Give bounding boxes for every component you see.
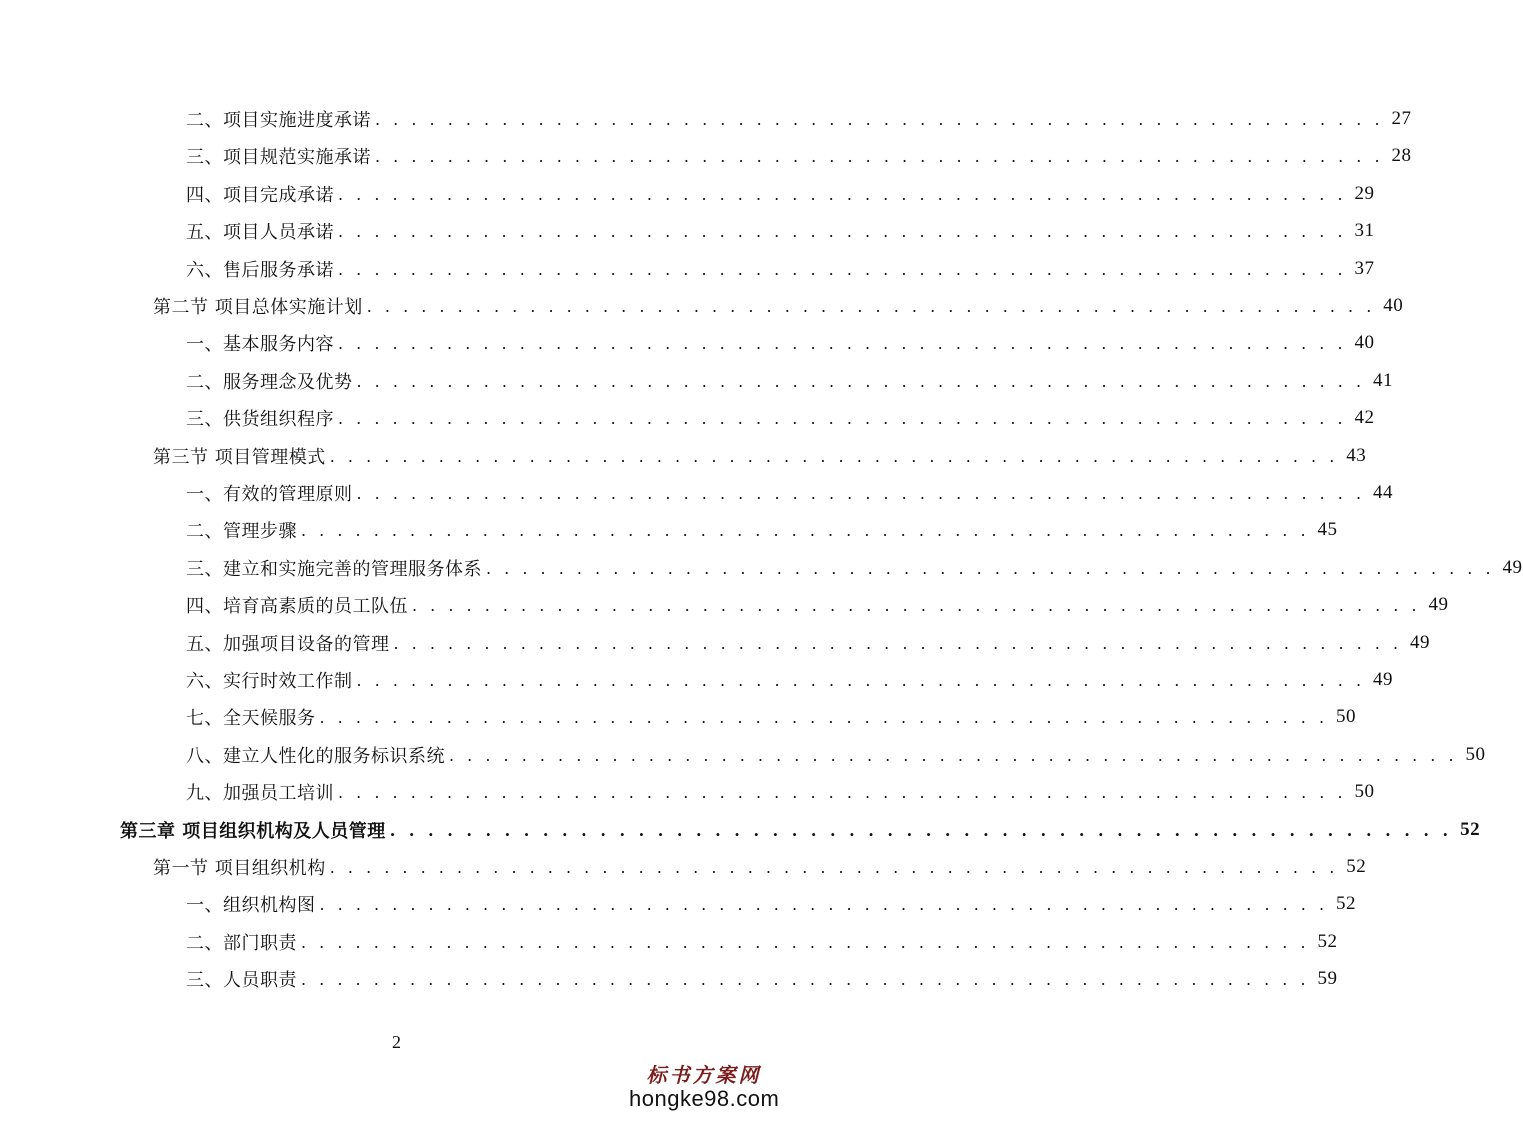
toc-entry-page: 52 [1346, 856, 1367, 877]
toc-entry[interactable] [186, 961, 1338, 997]
toc-entry-page: 49 [1502, 557, 1523, 578]
toc-dot-leader: . . . . . . . . . . . . . . . . . . . . . . . . . . . . . . . . . . . . . . . . . . . . . . . . . . . . . . . . [329, 446, 1339, 466]
toc-entry-title: 二、管理步骤 [186, 521, 297, 542]
toc-entry-title: 八、建立人性化的服务标识系统 [186, 746, 445, 767]
toc-entry-title: 二、项目实施进度承诺 [186, 110, 371, 131]
toc-entry-page: 40 [1383, 295, 1404, 316]
toc-dot-leader: . . . . . . . . . . . . . . . . . . . . . . . . . . . . . . . . . . . . . . . . . . . . . . . . . . . . . . . . [356, 371, 1366, 391]
toc-entry-title: 六、实行时效工作制 [186, 671, 353, 692]
toc-dot-leader: . . . . . . . . . . . . . . . . . . . . . . . . . . . . . . . . . . . . . . . . . . . . . . . . . . . . . . . . [338, 333, 1347, 353]
toc-entry[interactable] [186, 512, 1338, 548]
toc-entry-title: 九、加强员工培训 [186, 783, 334, 804]
toc-entry-title: 三、人员职责 [186, 970, 297, 991]
toc-entry-page: 31 [1354, 220, 1375, 241]
toc-entry-page: 45 [1317, 519, 1338, 540]
toc-entry-page: 50 [1336, 706, 1357, 727]
toc-entry[interactable] [186, 737, 1486, 773]
toc-entry-title: 七、全天候服务 [186, 708, 316, 729]
toc-dot-leader: . . . . . . . . . . . . . . . . . . . . . . . . . . . . . . . . . . . . . . . . . . . . . . . . . . . . . . . . [412, 595, 1421, 615]
toc-entry-title: 第一节 项目组织机构 [153, 858, 326, 879]
watermark-url: hongke98.com [629, 1086, 780, 1111]
toc-entry[interactable] [153, 438, 1367, 474]
toc-entry-title: 三、项目规范实施承诺 [186, 147, 371, 168]
watermark-text: 标书方案网 [646, 1063, 762, 1087]
toc-dot-leader: . . . . . . . . . . . . . . . . . . . . . . . . . . . . . . . . . . . . . . . . . . . . . . . . . . . . . . . . [301, 932, 1310, 952]
toc-entry-page: 37 [1354, 258, 1375, 279]
toc-entry-title: 四、项目完成承诺 [186, 185, 334, 206]
toc-entry-title: 三、建立和实施完善的管理服务体系 [186, 559, 482, 580]
toc-entry[interactable] [186, 101, 1412, 137]
toc-entry-page: 59 [1317, 968, 1338, 989]
toc-dot-leader: . . . . . . . . . . . . . . . . . . . . . . . . . . . . . . . . . . . . . . . . . . . . . . . . . . . . . . . . [319, 707, 1329, 727]
toc-dot-leader: . . . . . . . . . . . . . . . . . . . . . . . . . . . . . . . . . . . . . . . . . . . . . . . . . . . . . . . . [375, 146, 1384, 166]
toc-entry-page: 52 [1460, 819, 1481, 840]
toc-entry-page: 28 [1391, 145, 1412, 166]
toc-entry[interactable] [186, 213, 1375, 249]
watermark-logo [629, 1059, 779, 1112]
toc-entry-title: 一、基本服务内容 [186, 334, 334, 355]
toc-dot-leader: . . . . . . . . . . . . . . . . . . . . . . . . . . . . . . . . . . . . . . . . . . . . . . . . . . . . . . . . [338, 782, 1347, 802]
toc-dot-leader: . . . . . . . . . . . . . . . . . . . . . . . . . . . . . . . . . . . . . . . . . . . . . . . . . . . . . . . . [338, 221, 1347, 241]
toc-entry[interactable] [186, 176, 1375, 212]
toc-dot-leader: . . . . . . . . . . . . . . . . . . . . . . . . . . . . . . . . . . . . . . . . . . . . . . . . . . . . . . . . [393, 633, 1403, 653]
toc-entry-page: 27 [1391, 108, 1412, 129]
toc-entry-page: 41 [1373, 370, 1394, 391]
toc-entry[interactable] [186, 138, 1412, 174]
toc-entry[interactable] [186, 625, 1431, 661]
toc-entry-page: 52 [1336, 893, 1357, 914]
toc-dot-leader: . . . . . . . . . . . . . . . . . . . . . . . . . . . . . . . . . . . . . . . . . . . . . . . . . . . . . . . . [338, 259, 1347, 279]
toc-dot-leader: . . . . . . . . . . . . . . . . . . . . . . . . . . . . . . . . . . . . . . . . . . . . . . . . . . . . . . . . [486, 558, 1495, 578]
toc-entry[interactable] [186, 774, 1375, 810]
toc-dot-leader: . . . . . . . . . . . . . . . . . . . . . . . . . . . . . . . . . . . . . . . . . . . . . . . . . . . . . . . . [389, 820, 1453, 840]
toc-dot-leader: . . . . . . . . . . . . . . . . . . . . . . . . . . . . . . . . . . . . . . . . . . . . . . . . . . . . . . . . [366, 296, 1376, 316]
toc-entry-title: 第三章 项目组织机构及人员管理 [120, 821, 386, 842]
toc-entry-page: 29 [1354, 183, 1375, 204]
toc-entry-title: 第三节 项目管理模式 [153, 447, 326, 468]
toc-entry[interactable] [186, 699, 1357, 735]
toc-dot-leader: . . . . . . . . . . . . . . . . . . . . . . . . . . . . . . . . . . . . . . . . . . . . . . . . . . . . . . . . [449, 745, 1458, 765]
toc-entry[interactable] [186, 400, 1375, 436]
toc-dot-leader: . . . . . . . . . . . . . . . . . . . . . . . . . . . . . . . . . . . . . . . . . . . . . . . . . . . . . . . . [356, 483, 1366, 503]
toc-entry-title: 第二节 项目总体实施计划 [153, 297, 363, 318]
toc-entry-title: 三、供货组织程序 [186, 409, 334, 430]
toc-entry-title: 六、售后服务承诺 [186, 260, 334, 281]
toc-entry-page: 49 [1373, 669, 1394, 690]
toc-entry-page: 42 [1354, 407, 1375, 428]
toc-entry-page: 50 [1465, 744, 1486, 765]
toc-entry-page: 44 [1373, 482, 1394, 503]
toc-entry[interactable] [153, 288, 1404, 324]
toc-entry[interactable] [186, 475, 1394, 511]
toc-entry-page: 40 [1354, 332, 1375, 353]
toc-entry[interactable] [186, 924, 1338, 960]
toc-entry-title: 二、部门职责 [186, 933, 297, 954]
toc-entry-page: 43 [1346, 445, 1367, 466]
toc-entry[interactable] [186, 662, 1394, 698]
toc-dot-leader: . . . . . . . . . . . . . . . . . . . . . . . . . . . . . . . . . . . . . . . . . . . . . . . . . . . . . . . . [338, 408, 1347, 428]
toc-dot-leader: . . . . . . . . . . . . . . . . . . . . . . . . . . . . . . . . . . . . . . . . . . . . . . . . . . . . . . . . [375, 109, 1384, 129]
toc-entry-title: 一、有效的管理原则 [186, 484, 353, 505]
toc-entry[interactable] [186, 550, 1523, 586]
toc-dot-leader: . . . . . . . . . . . . . . . . . . . . . . . . . . . . . . . . . . . . . . . . . . . . . . . . . . . . . . . . [356, 670, 1366, 690]
toc-entry-page: 52 [1317, 931, 1338, 952]
toc-dot-leader: . . . . . . . . . . . . . . . . . . . . . . . . . . . . . . . . . . . . . . . . . . . . . . . . . . . . . . . . [329, 857, 1339, 877]
toc-entry[interactable] [120, 812, 1481, 848]
toc-entry[interactable] [186, 886, 1357, 922]
toc-entry-title: 五、项目人员承诺 [186, 222, 334, 243]
toc-entry-page: 49 [1428, 594, 1449, 615]
toc-dot-leader: . . . . . . . . . . . . . . . . . . . . . . . . . . . . . . . . . . . . . . . . . . . . . . . . . . . . . . . . [301, 520, 1310, 540]
toc-entry[interactable] [186, 587, 1449, 623]
toc-entry-title: 四、培育高素质的员工队伍 [186, 596, 408, 617]
page-number: 2 [392, 1032, 401, 1052]
toc-entry-page: 49 [1410, 632, 1431, 653]
toc-entry-title: 五、加强项目设备的管理 [186, 634, 390, 655]
toc-entry[interactable] [186, 363, 1394, 399]
toc-entry-title: 一、组织机构图 [186, 895, 316, 916]
toc-entry-title: 二、服务理念及优势 [186, 372, 353, 393]
toc-dot-leader: . . . . . . . . . . . . . . . . . . . . . . . . . . . . . . . . . . . . . . . . . . . . . . . . . . . . . . . . [338, 184, 1347, 204]
toc-dot-leader: . . . . . . . . . . . . . . . . . . . . . . . . . . . . . . . . . . . . . . . . . . . . . . . . . . . . . . . . [301, 969, 1310, 989]
toc-dot-leader: . . . . . . . . . . . . . . . . . . . . . . . . . . . . . . . . . . . . . . . . . . . . . . . . . . . . . . . . [319, 894, 1329, 914]
toc-entry[interactable] [153, 849, 1367, 885]
toc-entry[interactable] [186, 325, 1375, 361]
toc-entry[interactable] [186, 251, 1375, 287]
toc-entry-page: 50 [1354, 781, 1375, 802]
